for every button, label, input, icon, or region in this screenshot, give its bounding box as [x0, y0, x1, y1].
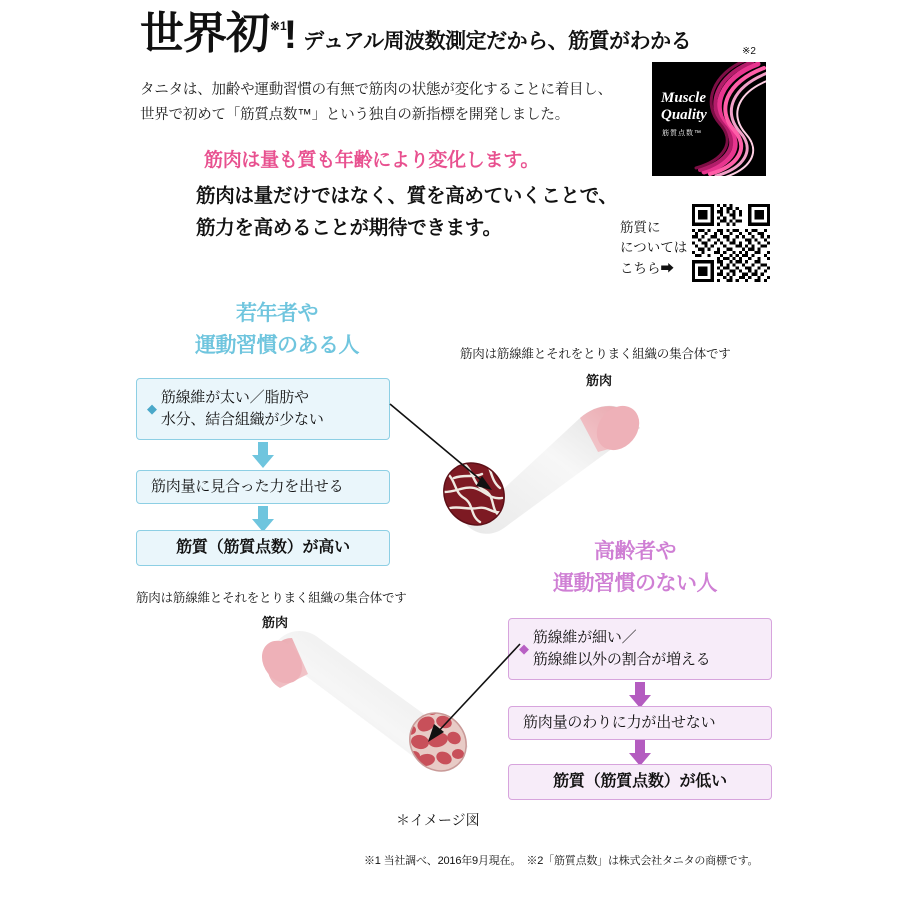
right-box-conclusion — [508, 764, 772, 800]
footnote: ※1 当社調べ、2016年9月現在。 ※2「筋質点数」は株式会社タニタの商標です。 — [364, 855, 759, 867]
logo-title-line-2: Quality — [661, 107, 707, 124]
bold-statement-line-1: 筋肉は量だけではなく、質を高めていくことで、 — [196, 185, 618, 207]
left-section-title-line-1: 若年者や — [236, 302, 318, 325]
left-arrow-icon-2 — [252, 506, 274, 532]
headline-subtitle: デュアル周波数測定だから、筋質がわかる — [303, 30, 692, 53]
image-note: ＊イメージ図 — [396, 812, 480, 828]
headline-exclamation: ! — [283, 13, 298, 57]
logo-title-line-1: Muscle — [661, 90, 706, 106]
left-pointer-arrow — [388, 400, 508, 500]
right-top-muscle-label: 筋肉 — [586, 373, 613, 388]
right-box3-text: 筋質（筋質点数）が低い — [553, 773, 727, 790]
diamond-bullet-icon-purple: ◆ — [519, 641, 529, 657]
right-box1-line-1: 筋線維が細い／ — [532, 628, 637, 646]
lead-paragraph — [140, 78, 640, 129]
right-arrow-icon-2 — [629, 740, 651, 766]
diamond-bullet-icon: ◆ — [147, 401, 157, 417]
right-section-title — [500, 536, 770, 599]
left-box1-text — [161, 387, 324, 432]
left-box3-text: 筋質（筋質点数）が高い — [176, 539, 350, 556]
headline — [140, 9, 692, 58]
logo-footnote-marker: ※2 — [742, 46, 756, 57]
left-section-title-line-2: 運動習慣のある人 — [195, 333, 359, 357]
pink-emphasis-line: 筋肉は量も質も年齢により変化します。 — [204, 150, 540, 171]
right-box1-text — [533, 627, 711, 672]
left-box1-line-2: 水分、結合組織が少ない — [160, 411, 324, 428]
right-box2-text: 筋肉量のわりに力が出せない — [523, 713, 716, 731]
right-top-muscle-caption: 筋肉は筋線維とそれをとりまく組織の集合体です — [460, 347, 731, 361]
right-box-fiber-description — [508, 618, 772, 680]
lead-line-1: タニタは、加齢や運動習慣の有無で筋肉の状態が変化することに着目し、 — [140, 82, 612, 98]
bold-statement-line-2: 筋力を高めることが期待できます。 — [196, 217, 502, 240]
qr-label — [620, 218, 687, 279]
headline-main-text: 世界初 — [140, 9, 269, 58]
left-muscle-label: 筋肉 — [262, 615, 289, 630]
left-box-conclusion — [136, 530, 390, 566]
left-section-title — [152, 298, 402, 361]
qr-label-line-2: については — [620, 240, 688, 256]
right-pointer-arrow — [424, 640, 524, 750]
logo-title — [661, 90, 707, 125]
qr-label-line-1: 筋質に — [620, 220, 661, 235]
left-box2-text: 筋肉量に見合った力を出せる — [151, 477, 344, 495]
bold-statement — [196, 180, 618, 244]
left-muscle-caption: 筋肉は筋線維とそれをとりまく組織の集合体です — [136, 591, 407, 605]
right-box1-line-2: 筋線維以外の割合が増える — [532, 651, 711, 668]
qr-code-icon[interactable] — [692, 204, 770, 282]
headline-superscript: ※1 — [270, 19, 287, 33]
right-section-title-line-1: 高齢者や — [594, 540, 676, 563]
muscle-quality-logo — [652, 62, 766, 176]
left-box-force-output — [136, 470, 390, 504]
left-box-fiber-description — [136, 378, 390, 440]
right-section-title-line-2: 運動習慣のない人 — [553, 571, 717, 595]
right-arrow-icon-1 — [629, 682, 651, 708]
right-box-force-output — [508, 706, 772, 740]
left-box1-line-1: 筋線維が太い／脂肪や — [160, 388, 309, 406]
lead-line-2: 世界で初めて「筋質点数™」という独自の新指標を開発しました。 — [140, 107, 569, 124]
logo-jp-caption: 筋質点数™ — [662, 130, 702, 137]
qr-label-line-3: こちら➡ — [620, 260, 674, 276]
left-arrow-icon-1 — [252, 442, 274, 468]
